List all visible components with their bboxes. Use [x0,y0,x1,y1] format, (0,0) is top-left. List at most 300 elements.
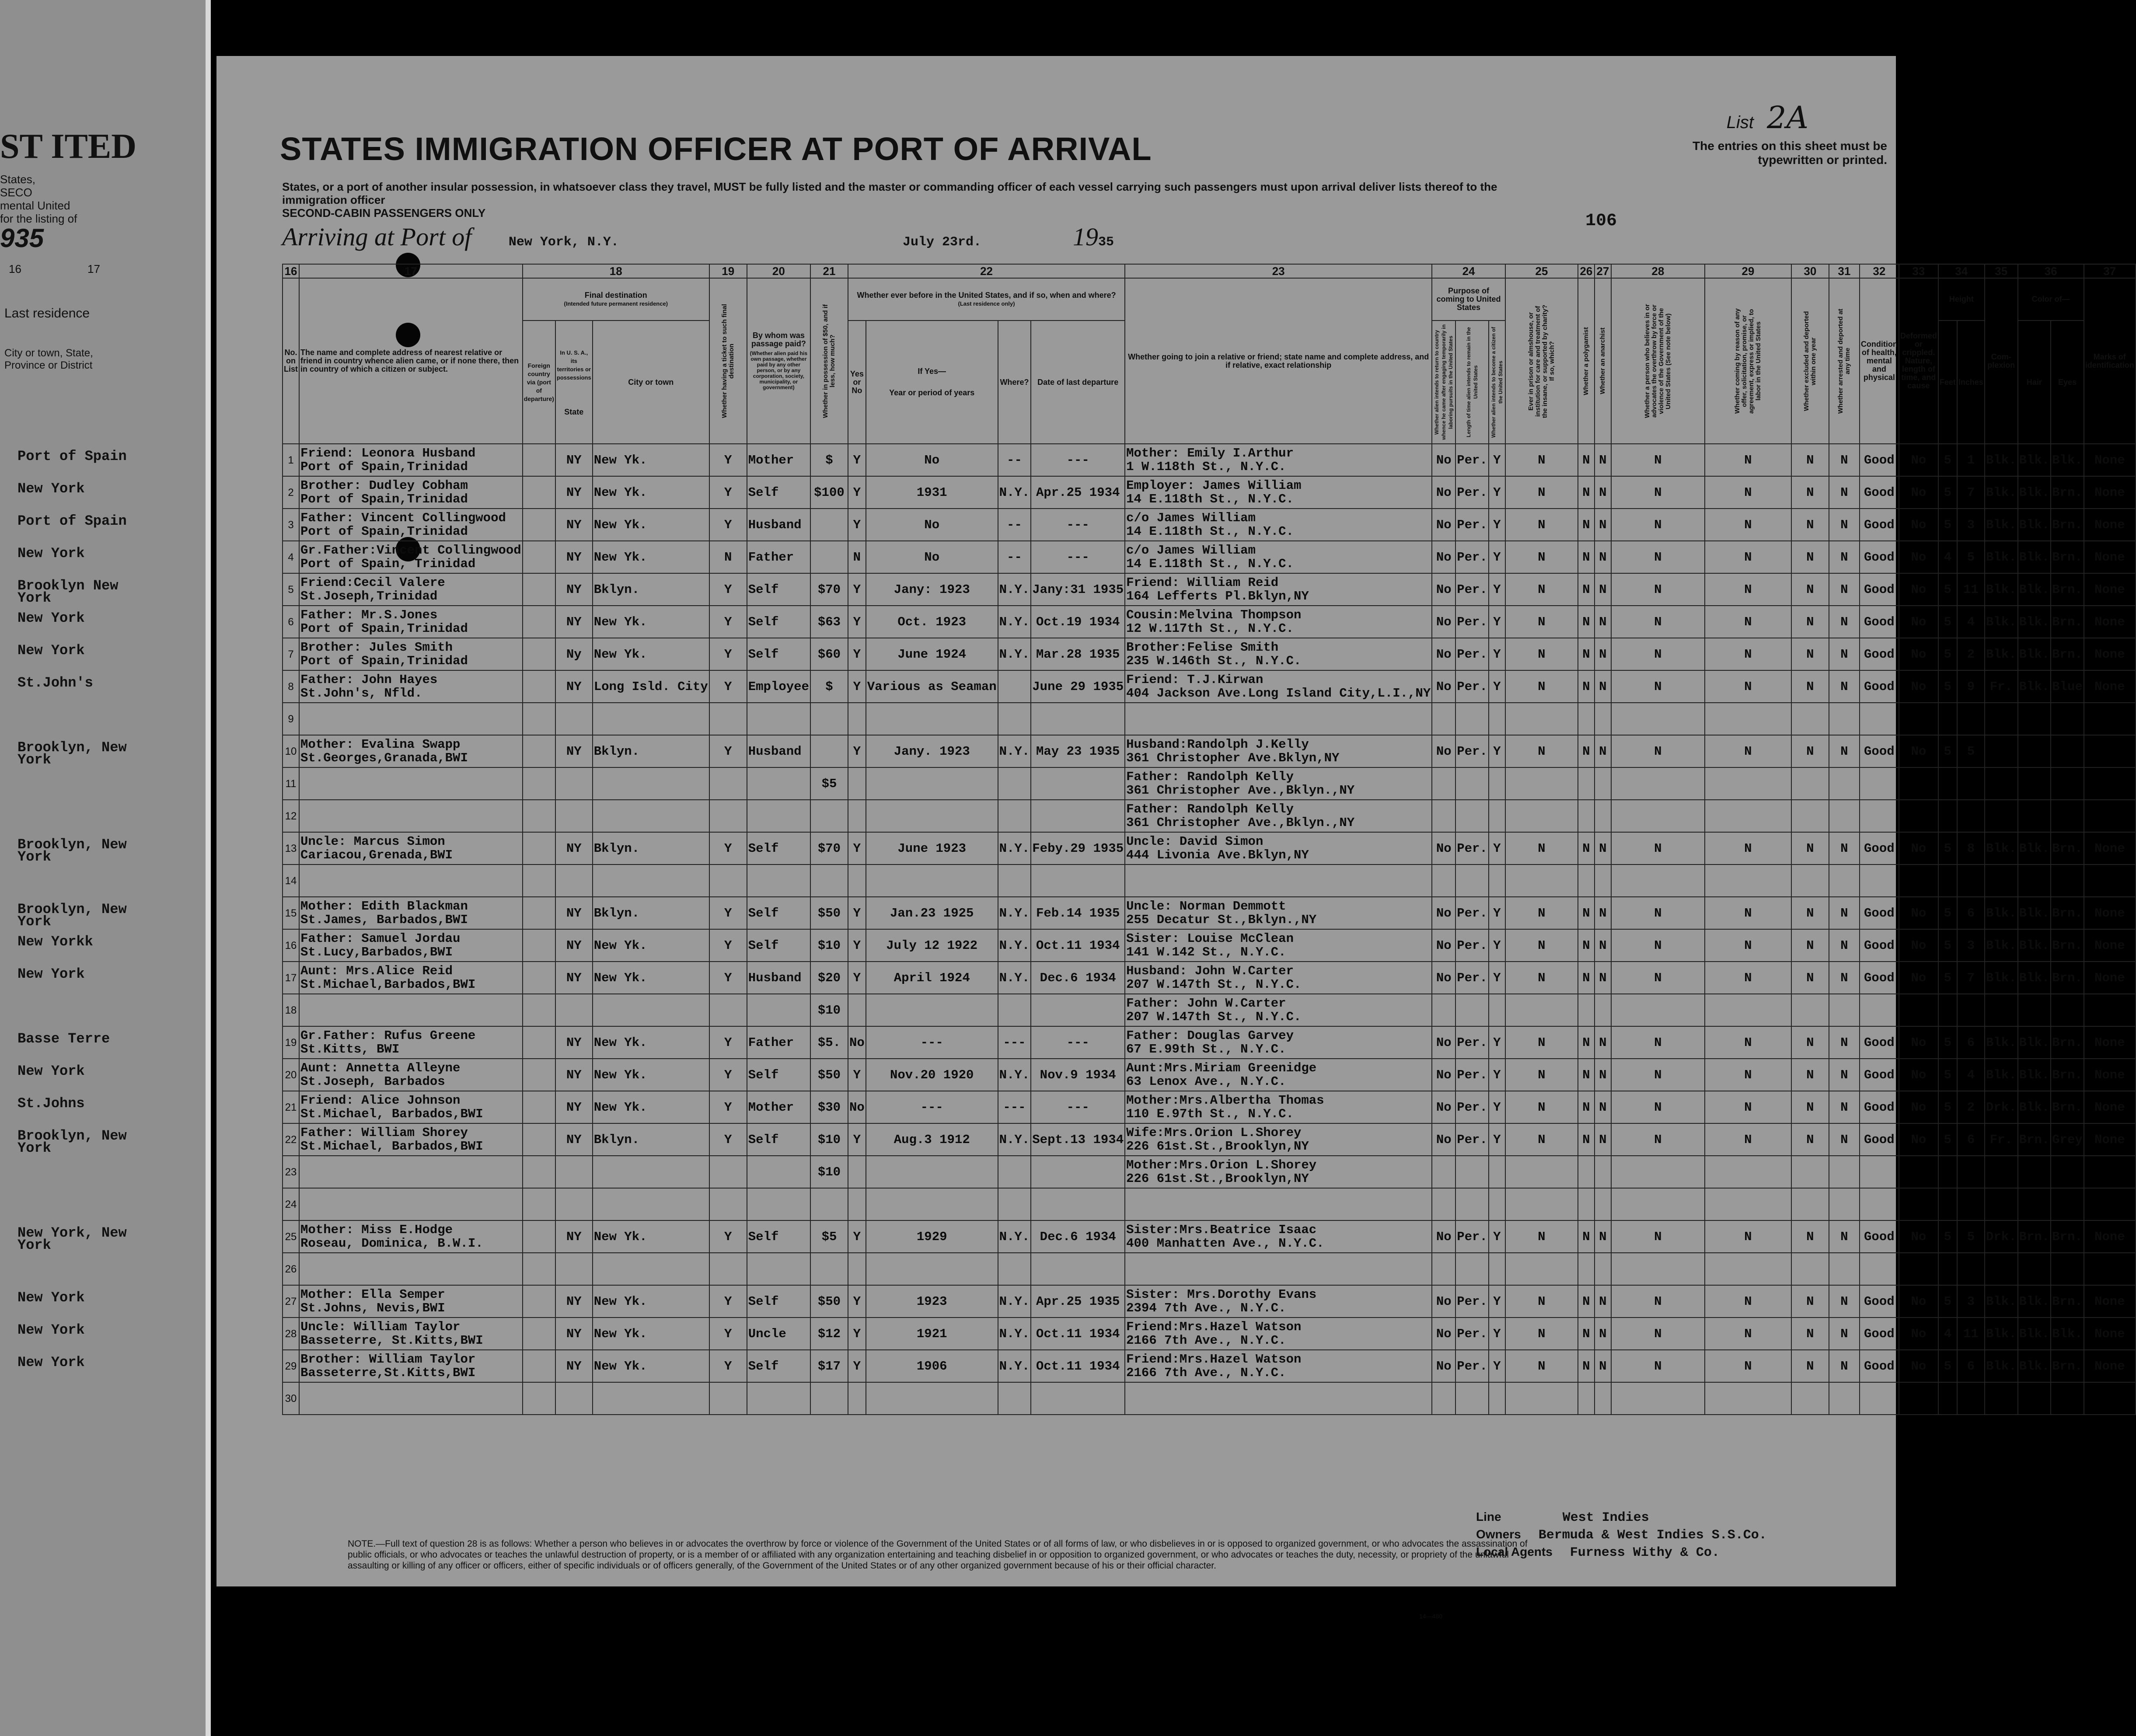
cell-where: N.Y. [998,832,1031,865]
cell-p2: Per. [1455,929,1489,962]
left-page-residence: Port of Spain [17,448,127,464]
cell-p3: Y [1489,606,1505,638]
manifest-rows [283,444,2136,1415]
cell-where [998,865,1031,897]
table-row [283,1188,2136,1220]
cell-c31 [1829,994,1860,1026]
cell-ticket [709,1188,747,1220]
cell-yes: Y [848,606,866,638]
cell-relative [299,476,523,509]
cell-c31: N [1829,1285,1860,1318]
joining-line: Mother:Mrs.Orion L.Shorey [1126,1158,1317,1172]
cell-paid: Self [747,638,810,670]
cell-inches: 11 [1957,573,1985,606]
cell-p1 [1432,800,1455,832]
cell-marks: None [2084,1091,2136,1123]
joining-line: 444 Livonia Ave.Bklyn,NY [1126,848,1309,862]
cell-c26: N [1578,573,1595,606]
cell-relative [299,1156,523,1188]
relative-line: St.Michael,Barbados,BWI [300,977,476,992]
cell-c27 [1595,1156,1611,1188]
cell-joining [1125,638,1432,670]
table-row [283,1220,2136,1253]
cell-c27: N [1595,962,1611,994]
cell-hair: Blk. [2018,1091,2051,1123]
cell-where [998,670,1031,703]
cell-city: New Yk. [593,1220,709,1253]
joining-line: Uncle: Norman Demmott [1126,899,1286,913]
cell-paid [747,1188,810,1220]
cell-foreign [523,1285,555,1318]
relative-line: Brother: Jules Smith [300,640,453,655]
cell-no: 7 [283,638,299,670]
cell-yes: Y [848,573,866,606]
cell-c31: N [1829,1026,1860,1059]
cell-c26 [1578,800,1595,832]
cell-p1: No [1432,1123,1455,1156]
relative-line: Port of Spain, Trinidad [300,557,476,571]
cell-feet: 4 [1938,541,1957,573]
cell-p1: No [1432,1318,1455,1350]
cell-departed: Mar.28 1935 [1031,638,1125,670]
cell-city [593,865,709,897]
cell-hair [2018,703,2051,735]
column-number: 30 [1791,264,1829,278]
relative-line: Port of Spain,Trinidad [300,621,468,636]
joining-line: Mother: Emily I.Arthur [1126,446,1294,460]
cell-money [810,1253,848,1285]
cell-c30: N [1791,897,1829,929]
cell-city [593,1253,709,1285]
arriving-line: Arriving at Port of New York, N.Y. July 23rd. 1935 [282,223,1114,251]
header-passage-paid: By whom was passage paid? (Whether alien paid his own passage, whether paid by any other person, or by any corporation, society, municipality, or government) [747,278,810,444]
left-page-fragment-text: SECO [0,186,32,199]
relative-line: Basseterre, St.Kitts,BWI [300,1333,483,1348]
shipping-line-box [1476,1510,1826,1562]
cell-c28: N [1611,962,1705,994]
cell-c31: N [1829,1059,1860,1091]
cell-c26 [1578,1253,1595,1285]
cell-c29: N [1705,606,1791,638]
cell-marks: None [2084,573,2136,606]
cell-joining [1125,573,1432,606]
cell-feet [1938,800,1957,832]
cell-city: Bklyn. [593,735,709,767]
cell-yes [848,1253,866,1285]
cell-c25: N [1505,541,1578,573]
cell-yes: Y [848,670,866,703]
relative-line: Mother: Miss E.Hodge [300,1223,453,1237]
cell-no: 3 [283,509,299,541]
cell-ticket: Y [709,832,747,865]
cell-no: 9 [283,703,299,735]
cell-eyes: Brn. [2051,1059,2084,1091]
relative-line: Basseterre,St.Kitts,BWI [300,1366,476,1380]
header-date-departure: Date of last departure [1031,321,1125,444]
joining-line: Uncle: David Simon [1126,834,1263,849]
table-row [283,1285,2136,1318]
cell-c30: N [1791,1059,1829,1091]
cell-no: 25 [283,1220,299,1253]
cell-c26: N [1578,1123,1595,1156]
cell-inches: 11 [1957,1318,1985,1350]
cell-marks: None [2084,638,2136,670]
cell-inches: 5 [1957,735,1985,767]
cell-eyes: Brn. [2051,1350,2084,1382]
cell-relative [299,962,523,994]
cell-ticket [709,1382,747,1415]
relative-line: St.Georges,Granada,BWI [300,751,468,765]
cell-joining [1125,606,1432,638]
cell-hair: Blk. [2018,444,2051,476]
cell-p2: Per. [1455,541,1489,573]
manifest-sheet [216,56,2134,1620]
cell-marks: None [2084,1285,2136,1318]
cell-feet [1938,994,1957,1026]
joining-line: 255 Decatur St.,Bklyn.,NY [1126,913,1317,927]
list-number: List 2A [1726,100,1808,136]
cell-no: 16 [283,929,299,962]
cell-relative [299,1188,523,1220]
cell-foreign [523,767,555,800]
header-money: Whether in possession of $50, and if less, how much? [810,278,848,444]
column-number: 16 [283,264,299,278]
cell-state: NY [555,897,593,929]
cell-c27: N [1595,541,1611,573]
relative-line: St.Joseph, Barbados [300,1074,445,1089]
cell-yes: Y [848,1059,866,1091]
cell-p1: No [1432,897,1455,929]
cell-joining [1125,1188,1432,1220]
cell-p2 [1455,767,1489,800]
cell-foreign [523,962,555,994]
cell-c30 [1791,1253,1829,1285]
cell-years: Aug.3 1912 [866,1123,998,1156]
cell-c28: N [1611,1123,1705,1156]
cell-years: Oct. 1923 [866,606,998,638]
cell-departed: Apr.25 1935 [1031,1285,1125,1318]
cell-p2: Per. [1455,444,1489,476]
header-health: Condition of health, mental and physical [1860,278,1899,444]
cell-no: 23 [283,1156,299,1188]
cell-deformed: No [1899,444,1938,476]
cell-joining [1125,670,1432,703]
cell-health: Good [1860,1350,1899,1382]
left-page-fragment [0,0,211,1736]
cell-marks: None [2084,1026,2136,1059]
cell-eyes [2051,1156,2084,1188]
cell-eyes: Brn. [2051,541,2084,573]
cell-state: NY [555,1091,593,1123]
left-page-residence: New York [17,1063,85,1079]
owners-row: Owners Bermuda & West Indies S.S.Co. [1476,1527,1767,1543]
cell-departed: May 23 1935 [1031,735,1125,767]
cell-no: 12 [283,800,299,832]
cell-paid [747,703,810,735]
cell-complexion [1985,1382,2018,1415]
cell-joining [1125,1253,1432,1285]
cell-ticket: Y [709,1091,747,1123]
joining-line: 361 Christopher Ave.,Bklyn.,NY [1126,816,1355,830]
header-purpose-c: Whether alien intends to become a citizen of the United States [1489,321,1505,444]
cell-relative [299,638,523,670]
cell-p3 [1489,1382,1505,1415]
cell-yes: Y [848,929,866,962]
cell-relative [299,606,523,638]
header-where: Where? [998,321,1031,444]
cell-ticket: Y [709,1220,747,1253]
cell-c31: N [1829,573,1860,606]
cell-no: 10 [283,735,299,767]
cell-c27: N [1595,444,1611,476]
cell-relative [299,1091,523,1123]
cell-years: --- [866,1091,998,1123]
cell-p3: Y [1489,476,1505,509]
cell-c25 [1505,1188,1578,1220]
cell-deformed: No [1899,1285,1938,1318]
cell-complexion [1985,735,2018,767]
cell-c30: N [1791,638,1829,670]
left-page-residence: New Yorkk [17,934,93,950]
cell-foreign [523,573,555,606]
cell-c27: N [1595,1059,1611,1091]
cell-deformed [1899,994,1938,1026]
cell-p2: Per. [1455,476,1489,509]
cell-health: Good [1860,509,1899,541]
joining-line: Father: Randolph Kelly [1126,802,1294,816]
relative-line: Cariacou,Grenada,BWI [300,848,453,862]
cell-where: N.Y. [998,735,1031,767]
cell-paid [747,767,810,800]
cell-relative [299,929,523,962]
cell-money: $60 [810,638,848,670]
cell-where: N.Y. [998,897,1031,929]
cell-city [593,703,709,735]
cell-hair: Blk. [2018,832,2051,865]
cell-eyes [2051,865,2084,897]
cell-complexion: Fr. [1985,1123,2018,1156]
cell-c29: N [1705,509,1791,541]
cell-health [1860,1253,1899,1285]
cell-money [810,541,848,573]
cell-joining [1125,962,1432,994]
cell-ticket: Y [709,1350,747,1382]
joining-line: 207 W.147th St., N.Y.C. [1126,1010,1302,1024]
form-number: 14—480 [1419,1613,1442,1620]
relative-line: Mother: Edith Blackman [300,899,468,913]
cell-inches: 9 [1957,670,1985,703]
cell-paid: Husband [747,735,810,767]
cell-inches: 2 [1957,638,1985,670]
cell-inches: 6 [1957,1123,1985,1156]
joining-line: Sister: Louise McClean [1126,931,1294,946]
cell-no: 6 [283,606,299,638]
cell-c28: N [1611,444,1705,476]
cell-state: NY [555,1123,593,1156]
cell-ticket [709,703,747,735]
cell-health: Good [1860,1091,1899,1123]
cell-c26 [1578,1188,1595,1220]
cell-health: Good [1860,962,1899,994]
cell-p2 [1455,1253,1489,1285]
cell-c25 [1505,1156,1578,1188]
cell-no: 5 [283,573,299,606]
cell-c29 [1705,994,1791,1026]
cell-paid: Husband [747,962,810,994]
cell-no: 26 [283,1253,299,1285]
cell-feet: 5 [1938,1123,1957,1156]
cell-where: -- [998,541,1031,573]
cell-c29 [1705,1253,1791,1285]
cell-eyes [2051,767,2084,800]
table-row [283,865,2136,897]
cell-c28: N [1611,735,1705,767]
cell-c27 [1595,1188,1611,1220]
cell-paid: Self [747,573,810,606]
cell-c27: N [1595,1026,1611,1059]
cell-feet: 4 [1938,1318,1957,1350]
cell-ticket: Y [709,1026,747,1059]
cell-money: $10 [810,929,848,962]
cell-deformed [1899,767,1938,800]
table-row [283,1091,2136,1123]
cell-marks: None [2084,1220,2136,1253]
joining-line: Husband: John W.Carter [1126,964,1294,978]
cell-health: Good [1860,1059,1899,1091]
cell-p2: Per. [1455,897,1489,929]
cell-foreign [523,1091,555,1123]
joining-line: Brother:Felise Smith [1126,640,1279,655]
cell-departed: --- [1031,1091,1125,1123]
cell-yes [848,1156,866,1188]
cell-p2: Per. [1455,573,1489,606]
cell-c28 [1611,767,1705,800]
cell-c28: N [1611,1220,1705,1253]
cell-money: $100 [810,476,848,509]
cell-years: April 1924 [866,962,998,994]
cell-c29: N [1705,541,1791,573]
cell-c29 [1705,865,1791,897]
cell-yes [848,767,866,800]
cell-hair: Blk. [2018,1350,2051,1382]
cell-yes [848,703,866,735]
cell-hair: Blk. [2018,670,2051,703]
table-row [283,1382,2136,1415]
cell-no: 27 [283,1285,299,1318]
cell-foreign [523,735,555,767]
cell-health: Good [1860,832,1899,865]
cell-c25: N [1505,1059,1578,1091]
table-row [283,476,2136,509]
cell-no: 24 [283,1188,299,1220]
cell-c27 [1595,994,1611,1026]
cell-hair: Blk. [2018,1059,2051,1091]
cell-c25 [1505,865,1578,897]
cell-c29 [1705,1188,1791,1220]
joining-line: 1 W.118th St., N.Y.C. [1126,460,1286,474]
cell-where: N.Y. [998,1318,1031,1350]
column-number: 28 [1611,264,1705,278]
cell-where [998,994,1031,1026]
cell-feet: 5 [1938,444,1957,476]
cell-hair [2018,1253,2051,1285]
cell-c31: N [1829,670,1860,703]
relative-line: St.Johns, Nevis,BWI [300,1301,445,1315]
cell-p1: No [1432,670,1455,703]
cell-p2 [1455,800,1489,832]
joining-line: 63 Lenox Ave., N.Y.C. [1126,1074,1286,1089]
cell-c30: N [1791,541,1829,573]
cell-no: 21 [283,1091,299,1123]
header-height: Height [1938,278,1985,321]
cell-hair [2018,994,2051,1026]
header-feet: Feet [1938,321,1957,444]
cell-joining [1125,509,1432,541]
cell-p3: Y [1489,962,1505,994]
joining-line: Sister: Mrs.Dorothy Evans [1126,1287,1317,1302]
joining-line: c/o James William [1126,543,1256,558]
header-yes-no: Yes or No [848,321,866,444]
relative-line: St.Lucy,Barbados,BWI [300,945,453,959]
cell-complexion: Blk. [1985,476,2018,509]
cell-state [555,865,593,897]
cell-yes: Y [848,1318,866,1350]
page-subtitle: States, or a port of another insular possession, in whatsoever class they travel, MUST be fully listed and the master or commanding officer of each vessel carrying such passengers must upon arrival deliver lists thereof to the immigration officer SECOND-CABIN PASSENGERS ONLY [282,180,1497,220]
cell-feet [1938,703,1957,735]
header-relative: The name and complete address of nearest relative or friend in country whence alien came, or if none there, then in country of which a citizen or subject. [299,278,523,444]
cell-c26: N [1578,541,1595,573]
cell-city: New Yk. [593,606,709,638]
cell-p3: Y [1489,735,1505,767]
cell-relative [299,1059,523,1091]
header-before-us: Whether ever before in the United States, and if so, when and where? (Last residence only) [848,278,1125,321]
left-page-residence-header: Last residence City or town, State, Province or District [4,306,93,371]
joining-line: Aunt:Mrs.Miriam Greenidge [1126,1061,1317,1075]
cell-years [866,767,998,800]
joining-line: 235 W.146th St., N.Y.C. [1126,654,1302,668]
joining-line: Cousin:Melvina Thompson [1126,608,1302,622]
cell-c28: N [1611,929,1705,962]
left-page-residence: New York [17,481,85,497]
cell-ticket: Y [709,1059,747,1091]
cell-p2: Per. [1455,1091,1489,1123]
cell-no: 29 [283,1350,299,1382]
cell-eyes: Brn. [2051,1091,2084,1123]
cell-foreign [523,541,555,573]
cell-health [1860,994,1899,1026]
cell-health: Good [1860,541,1899,573]
cell-eyes: Blk. [2051,1318,2084,1350]
header-c26: Whether a polygamist [1578,278,1595,444]
cell-city [593,800,709,832]
cell-hair [2018,735,2051,767]
cell-complexion: Drk. [1985,1091,2018,1123]
cell-eyes: Blk. [2051,444,2084,476]
joining-line: 207 W.147th St., N.Y.C. [1126,977,1302,992]
cell-foreign [523,1253,555,1285]
cell-years: June 1923 [866,832,998,865]
cell-departed: Dec.6 1934 [1031,1220,1125,1253]
cell-joining [1125,1026,1432,1059]
cell-c31: N [1829,1091,1860,1123]
cell-departed: --- [1031,1026,1125,1059]
cell-c25: N [1505,1026,1578,1059]
cell-c30 [1791,800,1829,832]
cell-paid: Self [747,476,810,509]
cell-eyes [2051,1253,2084,1285]
cell-city: New Yk. [593,1285,709,1318]
cell-where: N.Y. [998,606,1031,638]
